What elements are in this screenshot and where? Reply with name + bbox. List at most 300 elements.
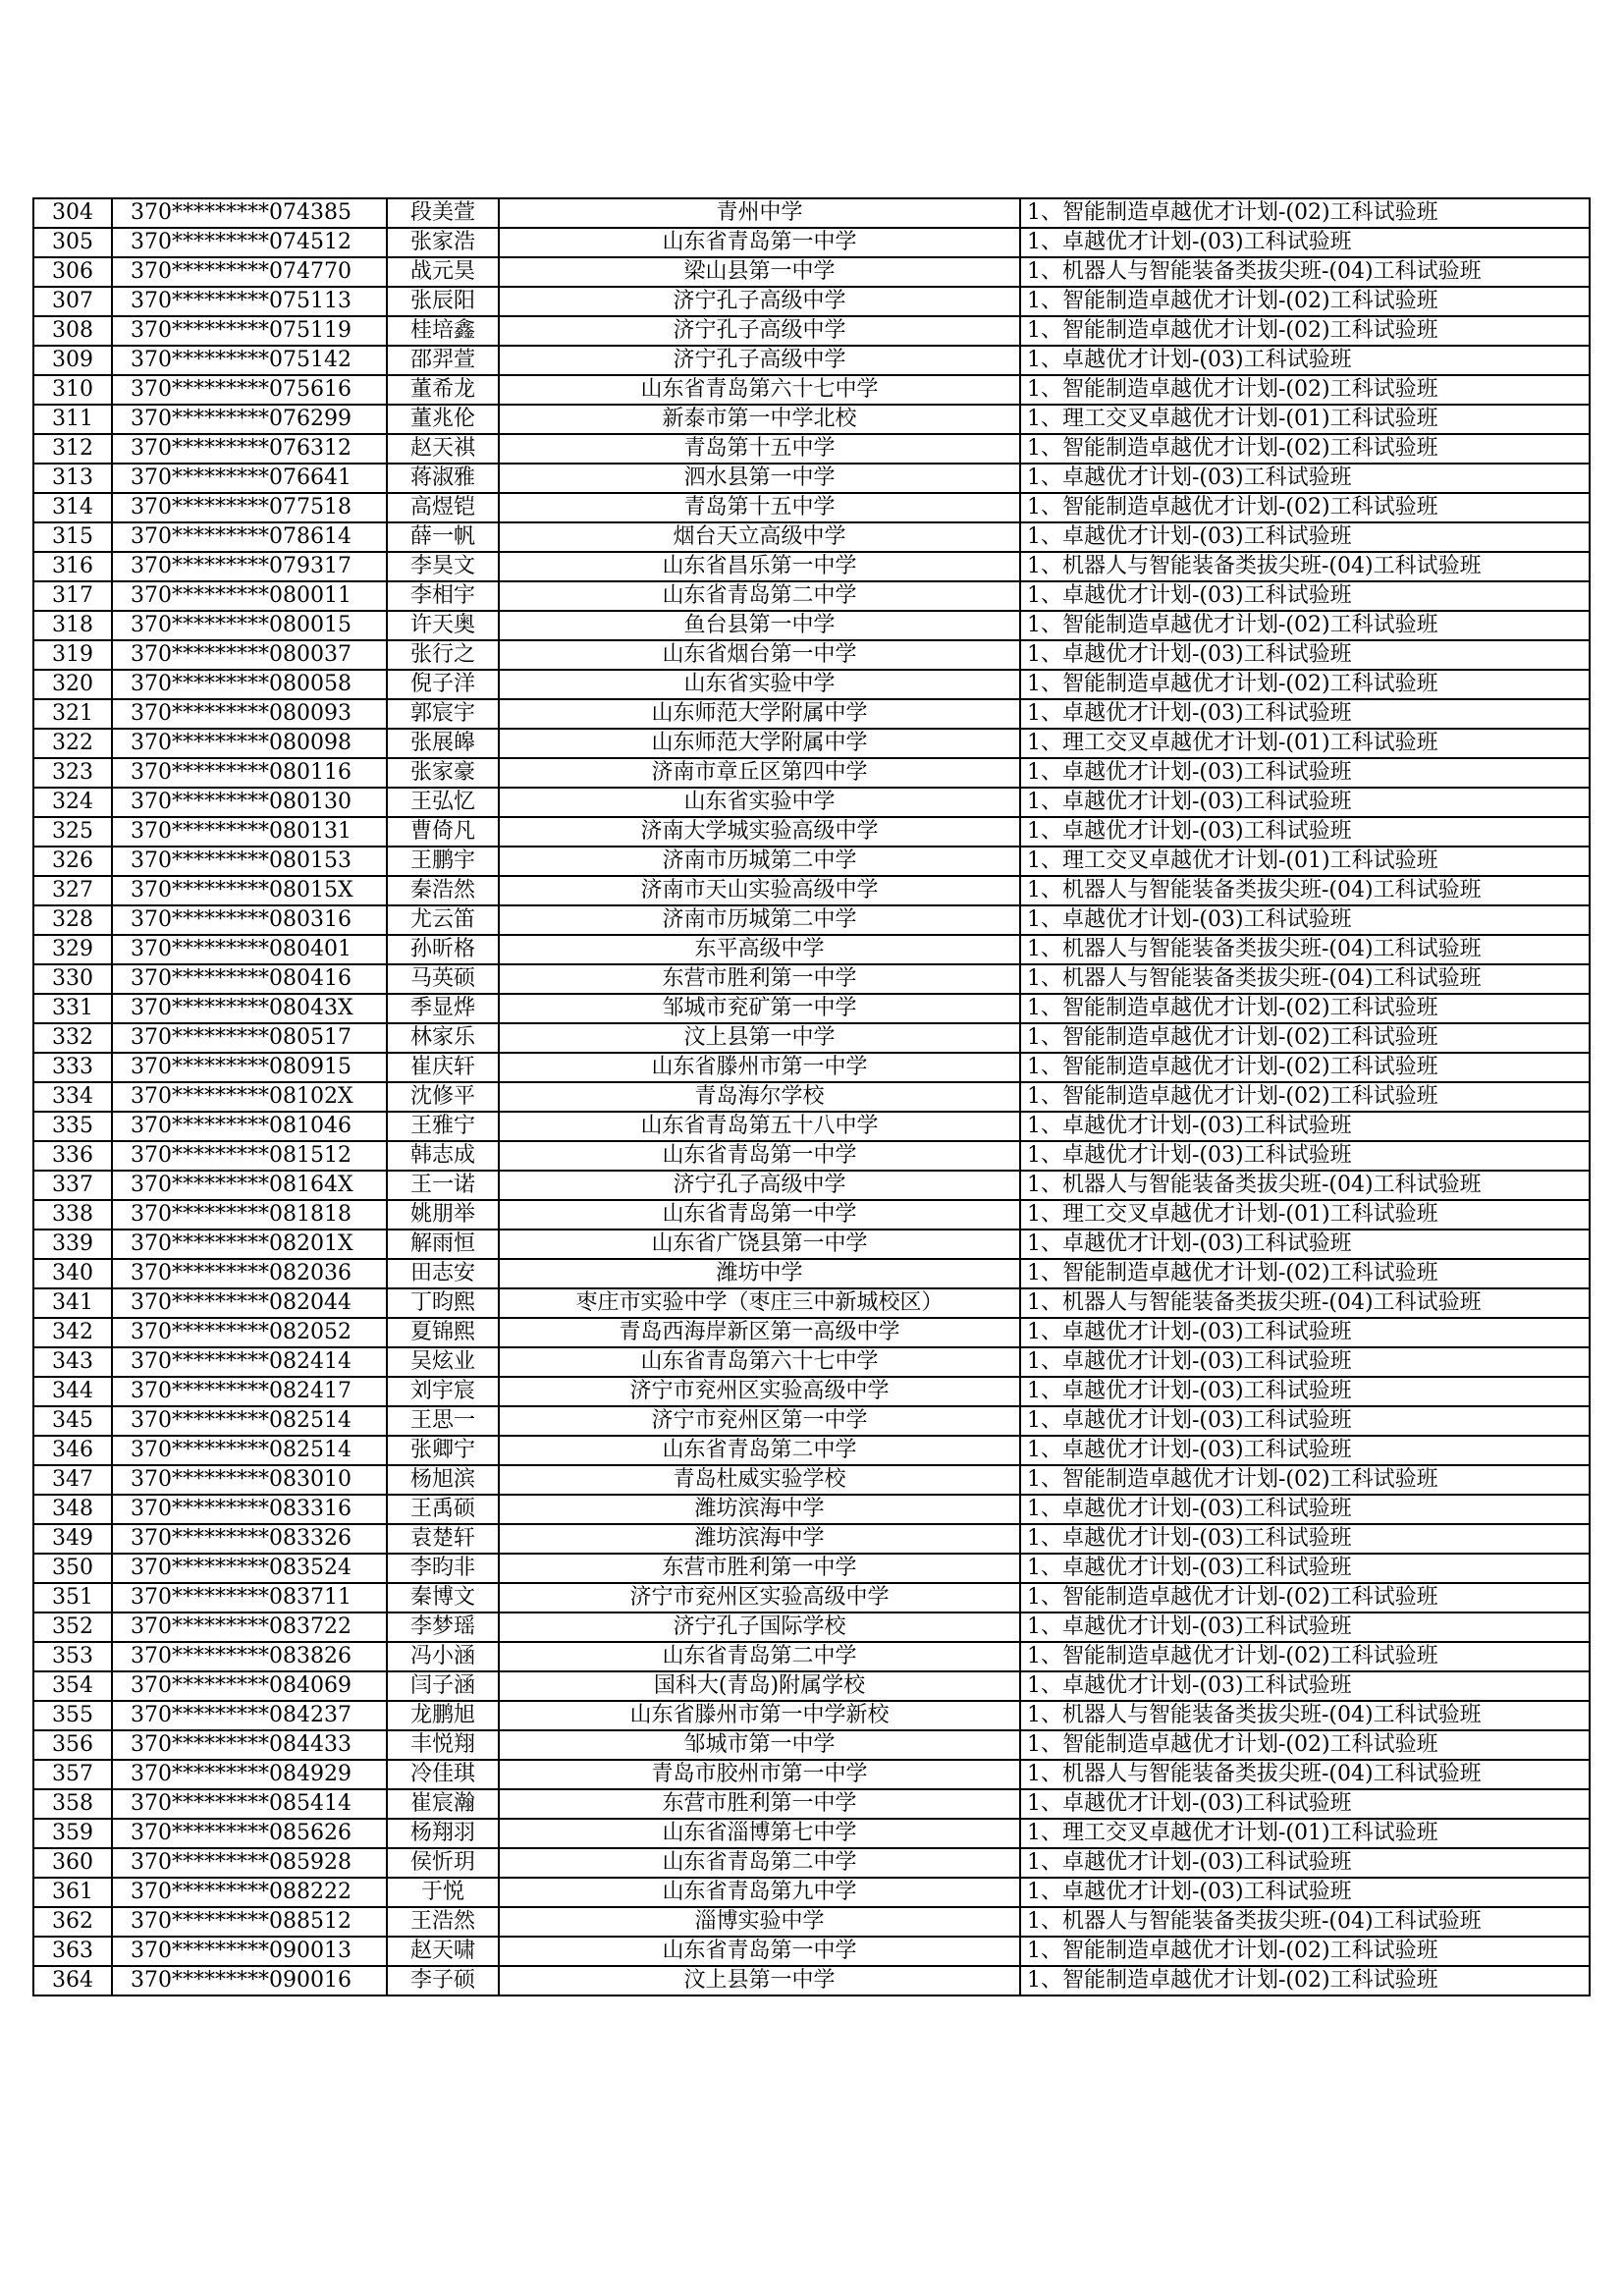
table-row bbox=[33, 1465, 1590, 1495]
table-row bbox=[33, 1406, 1590, 1436]
table-row bbox=[33, 964, 1590, 994]
table-row bbox=[33, 788, 1590, 817]
program-cell: 1、卓越优才计划-(03)工科试验班 bbox=[1020, 699, 1590, 729]
student-name-cell: 李昊文 bbox=[387, 552, 499, 581]
student-name-cell: 赵天祺 bbox=[387, 434, 499, 464]
table-row bbox=[33, 1318, 1590, 1347]
row-number-cell: 349 bbox=[33, 1524, 112, 1554]
student-name-cell: 秦浩然 bbox=[387, 876, 499, 905]
id-number-cell: 370*********090013 bbox=[112, 1937, 387, 1966]
student-name-cell: 李子硕 bbox=[387, 1966, 499, 1995]
program-cell: 1、卓越优才计划-(03)工科试验班 bbox=[1020, 1554, 1590, 1583]
program-cell: 1、智能制造卓越优才计划-(02)工科试验班 bbox=[1020, 1023, 1590, 1053]
student-name-cell: 李昀非 bbox=[387, 1554, 499, 1583]
id-number-cell: 370*********082417 bbox=[112, 1377, 387, 1406]
table-row bbox=[33, 1583, 1590, 1613]
student-name-cell: 丰悦翔 bbox=[387, 1730, 499, 1760]
row-number-cell: 350 bbox=[33, 1554, 112, 1583]
program-cell: 1、机器人与智能装备类拔尖班-(04)工科试验班 bbox=[1020, 1907, 1590, 1937]
program-cell: 1、智能制造卓越优才计划-(02)工科试验班 bbox=[1020, 1642, 1590, 1671]
school-cell: 潍坊滨海中学 bbox=[499, 1524, 1020, 1554]
id-number-cell: 370*********082414 bbox=[112, 1347, 387, 1377]
program-cell: 1、卓越优才计划-(03)工科试验班 bbox=[1020, 1495, 1590, 1524]
id-number-cell: 370*********081046 bbox=[112, 1112, 387, 1141]
student-name-cell: 张家浩 bbox=[387, 228, 499, 257]
table-row bbox=[33, 581, 1590, 611]
row-number-cell: 352 bbox=[33, 1613, 112, 1642]
program-cell: 1、智能制造卓越优才计划-(02)工科试验班 bbox=[1020, 198, 1590, 228]
id-number-cell: 370*********084433 bbox=[112, 1730, 387, 1760]
school-cell: 汶上县第一中学 bbox=[499, 1966, 1020, 1995]
row-number-cell: 334 bbox=[33, 1082, 112, 1112]
row-number-cell: 353 bbox=[33, 1642, 112, 1671]
id-number-cell: 370*********08102X bbox=[112, 1082, 387, 1112]
school-cell: 山东省青岛第九中学 bbox=[499, 1878, 1020, 1907]
school-cell: 济宁孔子国际学校 bbox=[499, 1613, 1020, 1642]
program-cell: 1、理工交叉卓越优才计划-(01)工科试验班 bbox=[1020, 1819, 1590, 1848]
id-number-cell: 370*********080058 bbox=[112, 670, 387, 699]
row-number-cell: 364 bbox=[33, 1966, 112, 1995]
school-cell: 山东省青岛第二中学 bbox=[499, 1436, 1020, 1465]
school-cell: 青岛西海岸新区第一高级中学 bbox=[499, 1318, 1020, 1347]
student-name-cell: 沈修平 bbox=[387, 1082, 499, 1112]
student-name-cell: 桂培鑫 bbox=[387, 316, 499, 346]
id-number-cell: 370*********082514 bbox=[112, 1436, 387, 1465]
program-cell: 1、卓越优才计划-(03)工科试验班 bbox=[1020, 1789, 1590, 1819]
id-number-cell: 370*********08164X bbox=[112, 1171, 387, 1200]
row-number-cell: 342 bbox=[33, 1318, 112, 1347]
id-number-cell: 370*********076312 bbox=[112, 434, 387, 464]
student-name-cell: 王弘忆 bbox=[387, 788, 499, 817]
id-number-cell: 370*********077518 bbox=[112, 493, 387, 522]
student-name-cell: 李梦瑶 bbox=[387, 1613, 499, 1642]
school-cell: 东营市胜利第一中学 bbox=[499, 1554, 1020, 1583]
row-number-cell: 324 bbox=[33, 788, 112, 817]
student-name-cell: 王思一 bbox=[387, 1406, 499, 1436]
table-row bbox=[33, 257, 1590, 287]
program-cell: 1、机器人与智能装备类拔尖班-(04)工科试验班 bbox=[1020, 1288, 1590, 1318]
program-cell: 1、卓越优才计划-(03)工科试验班 bbox=[1020, 1112, 1590, 1141]
row-number-cell: 307 bbox=[33, 287, 112, 316]
table-row bbox=[33, 1112, 1590, 1141]
id-number-cell: 370*********074770 bbox=[112, 257, 387, 287]
school-cell: 山东省滕州市第一中学新校 bbox=[499, 1701, 1020, 1730]
table-row bbox=[33, 1524, 1590, 1554]
row-number-cell: 340 bbox=[33, 1259, 112, 1288]
id-number-cell: 370*********080116 bbox=[112, 758, 387, 788]
id-number-cell: 370*********080517 bbox=[112, 1023, 387, 1053]
table-row bbox=[33, 1288, 1590, 1318]
table-row bbox=[33, 1200, 1590, 1230]
school-cell: 潍坊滨海中学 bbox=[499, 1495, 1020, 1524]
table-row bbox=[33, 464, 1590, 493]
program-cell: 1、智能制造卓越优才计划-(02)工科试验班 bbox=[1020, 316, 1590, 346]
table-row bbox=[33, 1347, 1590, 1377]
id-number-cell: 370*********083010 bbox=[112, 1465, 387, 1495]
student-name-cell: 秦博文 bbox=[387, 1583, 499, 1613]
student-name-cell: 高煜铠 bbox=[387, 493, 499, 522]
row-number-cell: 355 bbox=[33, 1701, 112, 1730]
student-name-cell: 王雅宁 bbox=[387, 1112, 499, 1141]
row-number-cell: 345 bbox=[33, 1406, 112, 1436]
student-name-cell: 张辰阳 bbox=[387, 287, 499, 316]
school-cell: 济宁孔子高级中学 bbox=[499, 1171, 1020, 1200]
table-row bbox=[33, 1613, 1590, 1642]
table-row bbox=[33, 287, 1590, 316]
row-number-cell: 362 bbox=[33, 1907, 112, 1937]
school-cell: 枣庄市实验中学（枣庄三中新城校区） bbox=[499, 1288, 1020, 1318]
id-number-cell: 370*********088222 bbox=[112, 1878, 387, 1907]
school-cell: 梁山县第一中学 bbox=[499, 257, 1020, 287]
student-name-cell: 曹倚凡 bbox=[387, 817, 499, 847]
row-number-cell: 344 bbox=[33, 1377, 112, 1406]
row-number-cell: 312 bbox=[33, 434, 112, 464]
row-number-cell: 328 bbox=[33, 905, 112, 935]
program-cell: 1、卓越优才计划-(03)工科试验班 bbox=[1020, 1347, 1590, 1377]
student-name-cell: 韩志成 bbox=[387, 1141, 499, 1171]
program-cell: 1、智能制造卓越优才计划-(02)工科试验班 bbox=[1020, 375, 1590, 405]
program-cell: 1、智能制造卓越优才计划-(02)工科试验班 bbox=[1020, 994, 1590, 1023]
student-name-cell: 许天奥 bbox=[387, 611, 499, 640]
program-cell: 1、机器人与智能装备类拔尖班-(04)工科试验班 bbox=[1020, 1701, 1590, 1730]
program-cell: 1、卓越优才计划-(03)工科试验班 bbox=[1020, 1671, 1590, 1701]
school-cell: 山东省青岛第二中学 bbox=[499, 1848, 1020, 1878]
student-name-cell: 闫子涵 bbox=[387, 1671, 499, 1701]
table-row bbox=[33, 1495, 1590, 1524]
table-row bbox=[33, 729, 1590, 758]
program-cell: 1、卓越优才计划-(03)工科试验班 bbox=[1020, 758, 1590, 788]
table-row bbox=[33, 905, 1590, 935]
row-number-cell: 360 bbox=[33, 1848, 112, 1878]
student-name-cell: 王鹏宇 bbox=[387, 847, 499, 876]
school-cell: 国科大(青岛)附属学校 bbox=[499, 1671, 1020, 1701]
student-name-cell: 王浩然 bbox=[387, 1907, 499, 1937]
student-name-cell: 尤云笛 bbox=[387, 905, 499, 935]
student-name-cell: 于悦 bbox=[387, 1878, 499, 1907]
student-name-cell: 田志安 bbox=[387, 1259, 499, 1288]
table-row bbox=[33, 316, 1590, 346]
id-number-cell: 370*********076299 bbox=[112, 405, 387, 434]
table-row bbox=[33, 1377, 1590, 1406]
student-name-cell: 邵羿萱 bbox=[387, 346, 499, 375]
student-name-cell: 冷佳琪 bbox=[387, 1760, 499, 1789]
table-row bbox=[33, 1730, 1590, 1760]
student-name-cell: 董希龙 bbox=[387, 375, 499, 405]
row-number-cell: 361 bbox=[33, 1878, 112, 1907]
row-number-cell: 338 bbox=[33, 1200, 112, 1230]
school-cell: 济宁孔子高级中学 bbox=[499, 346, 1020, 375]
school-cell: 山东师范大学附属中学 bbox=[499, 699, 1020, 729]
student-name-cell: 赵天啸 bbox=[387, 1937, 499, 1966]
row-number-cell: 314 bbox=[33, 493, 112, 522]
table-row bbox=[33, 1789, 1590, 1819]
row-number-cell: 309 bbox=[33, 346, 112, 375]
program-cell: 1、智能制造卓越优才计划-(02)工科试验班 bbox=[1020, 493, 1590, 522]
table-row bbox=[33, 758, 1590, 788]
program-cell: 1、卓越优才计划-(03)工科试验班 bbox=[1020, 1318, 1590, 1347]
table-row bbox=[33, 1082, 1590, 1112]
school-cell: 山东省滕州市第一中学 bbox=[499, 1053, 1020, 1082]
student-name-cell: 杨旭滨 bbox=[387, 1465, 499, 1495]
id-number-cell: 370*********080401 bbox=[112, 935, 387, 964]
table-row bbox=[33, 1671, 1590, 1701]
id-number-cell: 370*********083711 bbox=[112, 1583, 387, 1613]
table-row bbox=[33, 405, 1590, 434]
program-cell: 1、智能制造卓越优才计划-(02)工科试验班 bbox=[1020, 670, 1590, 699]
student-name-cell: 段美萱 bbox=[387, 198, 499, 228]
school-cell: 淄博实验中学 bbox=[499, 1907, 1020, 1937]
id-number-cell: 370*********082514 bbox=[112, 1406, 387, 1436]
row-number-cell: 347 bbox=[33, 1465, 112, 1495]
table-row bbox=[33, 994, 1590, 1023]
row-number-cell: 322 bbox=[33, 729, 112, 758]
school-cell: 青岛市胶州市第一中学 bbox=[499, 1760, 1020, 1789]
student-name-cell: 解雨恒 bbox=[387, 1230, 499, 1259]
id-number-cell: 370*********075616 bbox=[112, 375, 387, 405]
program-cell: 1、智能制造卓越优才计划-(02)工科试验班 bbox=[1020, 1730, 1590, 1760]
id-number-cell: 370*********084237 bbox=[112, 1701, 387, 1730]
row-number-cell: 310 bbox=[33, 375, 112, 405]
program-cell: 1、智能制造卓越优才计划-(02)工科试验班 bbox=[1020, 1937, 1590, 1966]
id-number-cell: 370*********078614 bbox=[112, 522, 387, 552]
table-row bbox=[33, 876, 1590, 905]
student-name-cell: 战元昊 bbox=[387, 257, 499, 287]
student-name-cell: 张展皞 bbox=[387, 729, 499, 758]
id-number-cell: 370*********083326 bbox=[112, 1524, 387, 1554]
school-cell: 济宁孔子高级中学 bbox=[499, 287, 1020, 316]
row-number-cell: 305 bbox=[33, 228, 112, 257]
school-cell: 山东省淄博第七中学 bbox=[499, 1819, 1020, 1848]
program-cell: 1、智能制造卓越优才计划-(02)工科试验班 bbox=[1020, 1259, 1590, 1288]
id-number-cell: 370*********081818 bbox=[112, 1200, 387, 1230]
table-row bbox=[33, 1848, 1590, 1878]
program-cell: 1、理工交叉卓越优才计划-(01)工科试验班 bbox=[1020, 729, 1590, 758]
row-number-cell: 333 bbox=[33, 1053, 112, 1082]
row-number-cell: 351 bbox=[33, 1583, 112, 1613]
table-row bbox=[33, 1554, 1590, 1583]
id-number-cell: 370*********075113 bbox=[112, 287, 387, 316]
row-number-cell: 308 bbox=[33, 316, 112, 346]
program-cell: 1、理工交叉卓越优才计划-(01)工科试验班 bbox=[1020, 1200, 1590, 1230]
student-name-cell: 杨翔羽 bbox=[387, 1819, 499, 1848]
id-number-cell: 370*********075119 bbox=[112, 316, 387, 346]
school-cell: 济南市天山实验高级中学 bbox=[499, 876, 1020, 905]
table-row bbox=[33, 1819, 1590, 1848]
row-number-cell: 317 bbox=[33, 581, 112, 611]
table-row bbox=[33, 670, 1590, 699]
student-name-cell: 郭宸宇 bbox=[387, 699, 499, 729]
student-name-cell: 倪子洋 bbox=[387, 670, 499, 699]
id-number-cell: 370*********083316 bbox=[112, 1495, 387, 1524]
program-cell: 1、智能制造卓越优才计划-(02)工科试验班 bbox=[1020, 1465, 1590, 1495]
id-number-cell: 370*********083524 bbox=[112, 1554, 387, 1583]
row-number-cell: 335 bbox=[33, 1112, 112, 1141]
program-cell: 1、智能制造卓越优才计划-(02)工科试验班 bbox=[1020, 1053, 1590, 1082]
table-row bbox=[33, 1053, 1590, 1082]
program-cell: 1、机器人与智能装备类拔尖班-(04)工科试验班 bbox=[1020, 876, 1590, 905]
id-number-cell: 370*********074512 bbox=[112, 228, 387, 257]
school-cell: 青岛第十五中学 bbox=[499, 493, 1020, 522]
school-cell: 邹城市兖矿第一中学 bbox=[499, 994, 1020, 1023]
student-name-cell: 王禹硕 bbox=[387, 1495, 499, 1524]
id-number-cell: 370*********083722 bbox=[112, 1613, 387, 1642]
id-number-cell: 370*********080915 bbox=[112, 1053, 387, 1082]
program-cell: 1、卓越优才计划-(03)工科试验班 bbox=[1020, 788, 1590, 817]
program-cell: 1、智能制造卓越优才计划-(02)工科试验班 bbox=[1020, 1082, 1590, 1112]
student-name-cell: 崔庆轩 bbox=[387, 1053, 499, 1082]
student-name-cell: 冯小涵 bbox=[387, 1642, 499, 1671]
program-cell: 1、机器人与智能装备类拔尖班-(04)工科试验班 bbox=[1020, 257, 1590, 287]
table-row bbox=[33, 1760, 1590, 1789]
id-number-cell: 370*********080015 bbox=[112, 611, 387, 640]
id-number-cell: 370*********074385 bbox=[112, 198, 387, 228]
row-number-cell: 320 bbox=[33, 670, 112, 699]
school-cell: 烟台天立高级中学 bbox=[499, 522, 1020, 552]
school-cell: 山东省青岛第一中学 bbox=[499, 1141, 1020, 1171]
program-cell: 1、卓越优才计划-(03)工科试验班 bbox=[1020, 581, 1590, 611]
table-row bbox=[33, 522, 1590, 552]
school-cell: 济南大学城实验高级中学 bbox=[499, 817, 1020, 847]
program-cell: 1、智能制造卓越优才计划-(02)工科试验班 bbox=[1020, 287, 1590, 316]
program-cell: 1、卓越优才计划-(03)工科试验班 bbox=[1020, 464, 1590, 493]
student-name-cell: 崔宸瀚 bbox=[387, 1789, 499, 1819]
school-cell: 山东省烟台第一中学 bbox=[499, 640, 1020, 670]
student-name-cell: 董兆伦 bbox=[387, 405, 499, 434]
table-row bbox=[33, 434, 1590, 464]
program-cell: 1、机器人与智能装备类拔尖班-(04)工科试验班 bbox=[1020, 552, 1590, 581]
id-number-cell: 370*********079317 bbox=[112, 552, 387, 581]
school-cell: 济宁市兖州区第一中学 bbox=[499, 1406, 1020, 1436]
id-number-cell: 370*********080130 bbox=[112, 788, 387, 817]
school-cell: 鱼台县第一中学 bbox=[499, 611, 1020, 640]
row-number-cell: 311 bbox=[33, 405, 112, 434]
school-cell: 新泰市第一中学北校 bbox=[499, 405, 1020, 434]
table-row bbox=[33, 1701, 1590, 1730]
row-number-cell: 316 bbox=[33, 552, 112, 581]
program-cell: 1、卓越优才计划-(03)工科试验班 bbox=[1020, 640, 1590, 670]
program-cell: 1、卓越优才计划-(03)工科试验班 bbox=[1020, 522, 1590, 552]
row-number-cell: 337 bbox=[33, 1171, 112, 1200]
program-cell: 1、卓越优才计划-(03)工科试验班 bbox=[1020, 1230, 1590, 1259]
row-number-cell: 319 bbox=[33, 640, 112, 670]
row-number-cell: 318 bbox=[33, 611, 112, 640]
row-number-cell: 330 bbox=[33, 964, 112, 994]
program-cell: 1、卓越优才计划-(03)工科试验班 bbox=[1020, 346, 1590, 375]
student-name-cell: 丁昀熙 bbox=[387, 1288, 499, 1318]
id-number-cell: 370*********080416 bbox=[112, 964, 387, 994]
id-number-cell: 370*********082052 bbox=[112, 1318, 387, 1347]
school-cell: 济南市历城第二中学 bbox=[499, 847, 1020, 876]
row-number-cell: 354 bbox=[33, 1671, 112, 1701]
school-cell: 山东省广饶县第一中学 bbox=[499, 1230, 1020, 1259]
program-cell: 1、卓越优才计划-(03)工科试验班 bbox=[1020, 817, 1590, 847]
school-cell: 山东省实验中学 bbox=[499, 670, 1020, 699]
row-number-cell: 331 bbox=[33, 994, 112, 1023]
school-cell: 青州中学 bbox=[499, 198, 1020, 228]
program-cell: 1、理工交叉卓越优才计划-(01)工科试验班 bbox=[1020, 405, 1590, 434]
row-number-cell: 336 bbox=[33, 1141, 112, 1171]
id-number-cell: 370*********080093 bbox=[112, 699, 387, 729]
table-row bbox=[33, 346, 1590, 375]
table-row bbox=[33, 1878, 1590, 1907]
student-name-cell: 薛一帆 bbox=[387, 522, 499, 552]
school-cell: 山东省青岛第二中学 bbox=[499, 1642, 1020, 1671]
school-cell: 潍坊中学 bbox=[499, 1259, 1020, 1288]
table-row bbox=[33, 1259, 1590, 1288]
program-cell: 1、卓越优才计划-(03)工科试验班 bbox=[1020, 1613, 1590, 1642]
row-number-cell: 323 bbox=[33, 758, 112, 788]
school-cell: 汶上县第一中学 bbox=[499, 1023, 1020, 1053]
table-row bbox=[33, 1023, 1590, 1053]
id-number-cell: 370*********08015X bbox=[112, 876, 387, 905]
program-cell: 1、卓越优才计划-(03)工科试验班 bbox=[1020, 228, 1590, 257]
id-number-cell: 370*********085414 bbox=[112, 1789, 387, 1819]
table-row bbox=[33, 1141, 1590, 1171]
table-row bbox=[33, 611, 1590, 640]
school-cell: 山东省昌乐第一中学 bbox=[499, 552, 1020, 581]
student-name-cell: 侯忻玥 bbox=[387, 1848, 499, 1878]
program-cell: 1、智能制造卓越优才计划-(02)工科试验班 bbox=[1020, 434, 1590, 464]
row-number-cell: 359 bbox=[33, 1819, 112, 1848]
table-row bbox=[33, 1642, 1590, 1671]
id-number-cell: 370*********084929 bbox=[112, 1760, 387, 1789]
row-number-cell: 325 bbox=[33, 817, 112, 847]
row-number-cell: 321 bbox=[33, 699, 112, 729]
row-number-cell: 332 bbox=[33, 1023, 112, 1053]
school-cell: 山东省青岛第一中学 bbox=[499, 1937, 1020, 1966]
table-row bbox=[33, 1230, 1590, 1259]
table-row bbox=[33, 640, 1590, 670]
table-row bbox=[33, 228, 1590, 257]
program-cell: 1、机器人与智能装备类拔尖班-(04)工科试验班 bbox=[1020, 964, 1590, 994]
id-number-cell: 370*********080098 bbox=[112, 729, 387, 758]
id-number-cell: 370*********080153 bbox=[112, 847, 387, 876]
school-cell: 济南市历城第二中学 bbox=[499, 905, 1020, 935]
program-cell: 1、智能制造卓越优才计划-(02)工科试验班 bbox=[1020, 611, 1590, 640]
table-row bbox=[33, 493, 1590, 522]
row-number-cell: 327 bbox=[33, 876, 112, 905]
admission-list-body bbox=[33, 198, 1590, 1995]
school-cell: 东营市胜利第一中学 bbox=[499, 1789, 1020, 1819]
table-row bbox=[33, 699, 1590, 729]
row-number-cell: 304 bbox=[33, 198, 112, 228]
table-row bbox=[33, 817, 1590, 847]
table-row bbox=[33, 1436, 1590, 1465]
table-row bbox=[33, 1171, 1590, 1200]
row-number-cell: 348 bbox=[33, 1495, 112, 1524]
school-cell: 济宁市兖州区实验高级中学 bbox=[499, 1377, 1020, 1406]
school-cell: 青岛杜威实验学校 bbox=[499, 1465, 1020, 1495]
student-name-cell: 李相宇 bbox=[387, 581, 499, 611]
program-cell: 1、机器人与智能装备类拔尖班-(04)工科试验班 bbox=[1020, 1760, 1590, 1789]
student-name-cell: 夏锦熙 bbox=[387, 1318, 499, 1347]
id-number-cell: 370*********082036 bbox=[112, 1259, 387, 1288]
id-number-cell: 370*********085928 bbox=[112, 1848, 387, 1878]
school-cell: 青岛海尔学校 bbox=[499, 1082, 1020, 1112]
table-row bbox=[33, 1907, 1590, 1937]
id-number-cell: 370*********076641 bbox=[112, 464, 387, 493]
id-number-cell: 370*********083826 bbox=[112, 1642, 387, 1671]
student-name-cell: 吴炫业 bbox=[387, 1347, 499, 1377]
row-number-cell: 343 bbox=[33, 1347, 112, 1377]
program-cell: 1、卓越优才计划-(03)工科试验班 bbox=[1020, 905, 1590, 935]
school-cell: 济宁市兖州区实验高级中学 bbox=[499, 1583, 1020, 1613]
school-cell: 山东省青岛第二中学 bbox=[499, 581, 1020, 611]
school-cell: 山东省青岛第六十七中学 bbox=[499, 1347, 1020, 1377]
row-number-cell: 326 bbox=[33, 847, 112, 876]
admission-list-table bbox=[32, 197, 1591, 1996]
student-name-cell: 张卿宁 bbox=[387, 1436, 499, 1465]
